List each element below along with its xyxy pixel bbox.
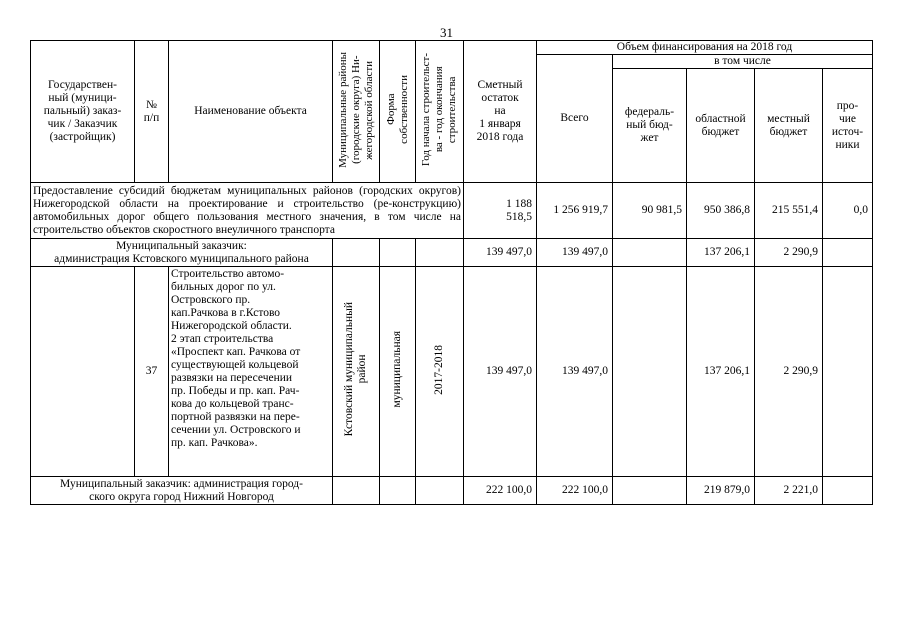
nn-local: 2 221,0 <box>755 477 823 505</box>
header-including: в том числе <box>613 55 873 69</box>
subsidy-other: 0,0 <box>823 183 873 239</box>
item37-remaining: 139 497,0 <box>464 267 537 477</box>
header-financing: Объем финансирования на 2018 год <box>537 41 873 55</box>
item37-years: 2017-2018 <box>416 267 464 477</box>
nn-total: 222 100,0 <box>537 477 613 505</box>
kstovo-local: 2 290,9 <box>755 239 823 267</box>
kstovo-customer-text: Муниципальный заказчик: администрация Кстовского муниципального района <box>31 239 333 267</box>
table-row <box>31 267 873 477</box>
table-row <box>31 477 873 505</box>
page-number: 31 <box>440 25 453 40</box>
table-row <box>31 183 873 239</box>
item37-ownership: муниципальная <box>380 267 416 477</box>
item37-regional: 137 206,1 <box>687 267 755 477</box>
header-local: местный бюджет <box>755 69 823 183</box>
kstovo-regional: 137 206,1 <box>687 239 755 267</box>
kstovo-total: 139 497,0 <box>537 239 613 267</box>
header-remaining: Сметный остаток на 1 января 2018 года <box>464 41 537 183</box>
subsidy-local: 215 551,4 <box>755 183 823 239</box>
header-federal: федераль- ный бюд- жет <box>613 69 687 183</box>
subsidy-total: 1 256 919,7 <box>537 183 613 239</box>
kstovo-remaining: 139 497,0 <box>464 239 537 267</box>
header-customer: Государствен- ный (муници- пальный) заказ- чик / Заказчик (застройщик) <box>31 41 135 183</box>
item37-total: 139 497,0 <box>537 267 613 477</box>
item37-num: 37 <box>135 267 169 477</box>
header-years: Год начала строительст- ва - год окончания строительства <box>416 41 464 183</box>
subsidy-federal: 90 981,5 <box>613 183 687 239</box>
subsidy-regional: 950 386,8 <box>687 183 755 239</box>
nn-regional: 219 879,0 <box>687 477 755 505</box>
table-row <box>31 239 873 267</box>
nn-customer-text: Муниципальный заказчик: администрация город- ского округа город Нижний Новгород <box>31 477 333 505</box>
financing-table <box>30 40 873 505</box>
item37-local: 2 290,9 <box>755 267 823 477</box>
header-object-name: Наименование объекта <box>169 41 333 183</box>
item37-object: Строительство автомо- бильных дорог по ул. Островского пр. кап.Рачкова в г.Кстово Нижегородской области. 2 этап строительства «Проспект кап. Рачкова от существующей кольцевой развязки на пересечении пр. Победы и пр. кап. Рач- кова до кольцевой транс- портной развязки на пере- сечении ул. Островского и пр. кап. Рачкова». <box>169 267 333 477</box>
header-ownership: Форма собственности <box>380 41 416 183</box>
header-municipal-district: Муниципальные районы (городские округа) Ни- жегородской области <box>333 41 380 183</box>
header-regional: областной бюджет <box>687 69 755 183</box>
item37-district: Кстовский муниципальный район <box>333 267 380 477</box>
subsidy-text: Предоставление субсидий бюджетам муниципальных районов (городских округов) Нижегородской области на проектирование и строительство (ре-конструкцию) автомобильных дорог общего пользования местного значения, в том числе на строительство объектов скоростного внеуличного транспорта <box>31 183 464 239</box>
nn-remaining: 222 100,0 <box>464 477 537 505</box>
header-num: № п/п <box>135 41 169 183</box>
header-total: Всего <box>537 55 613 183</box>
subsidy-remaining: 1 188 518,5 <box>464 183 537 239</box>
header-other: про- чие источ- ники <box>823 69 873 183</box>
